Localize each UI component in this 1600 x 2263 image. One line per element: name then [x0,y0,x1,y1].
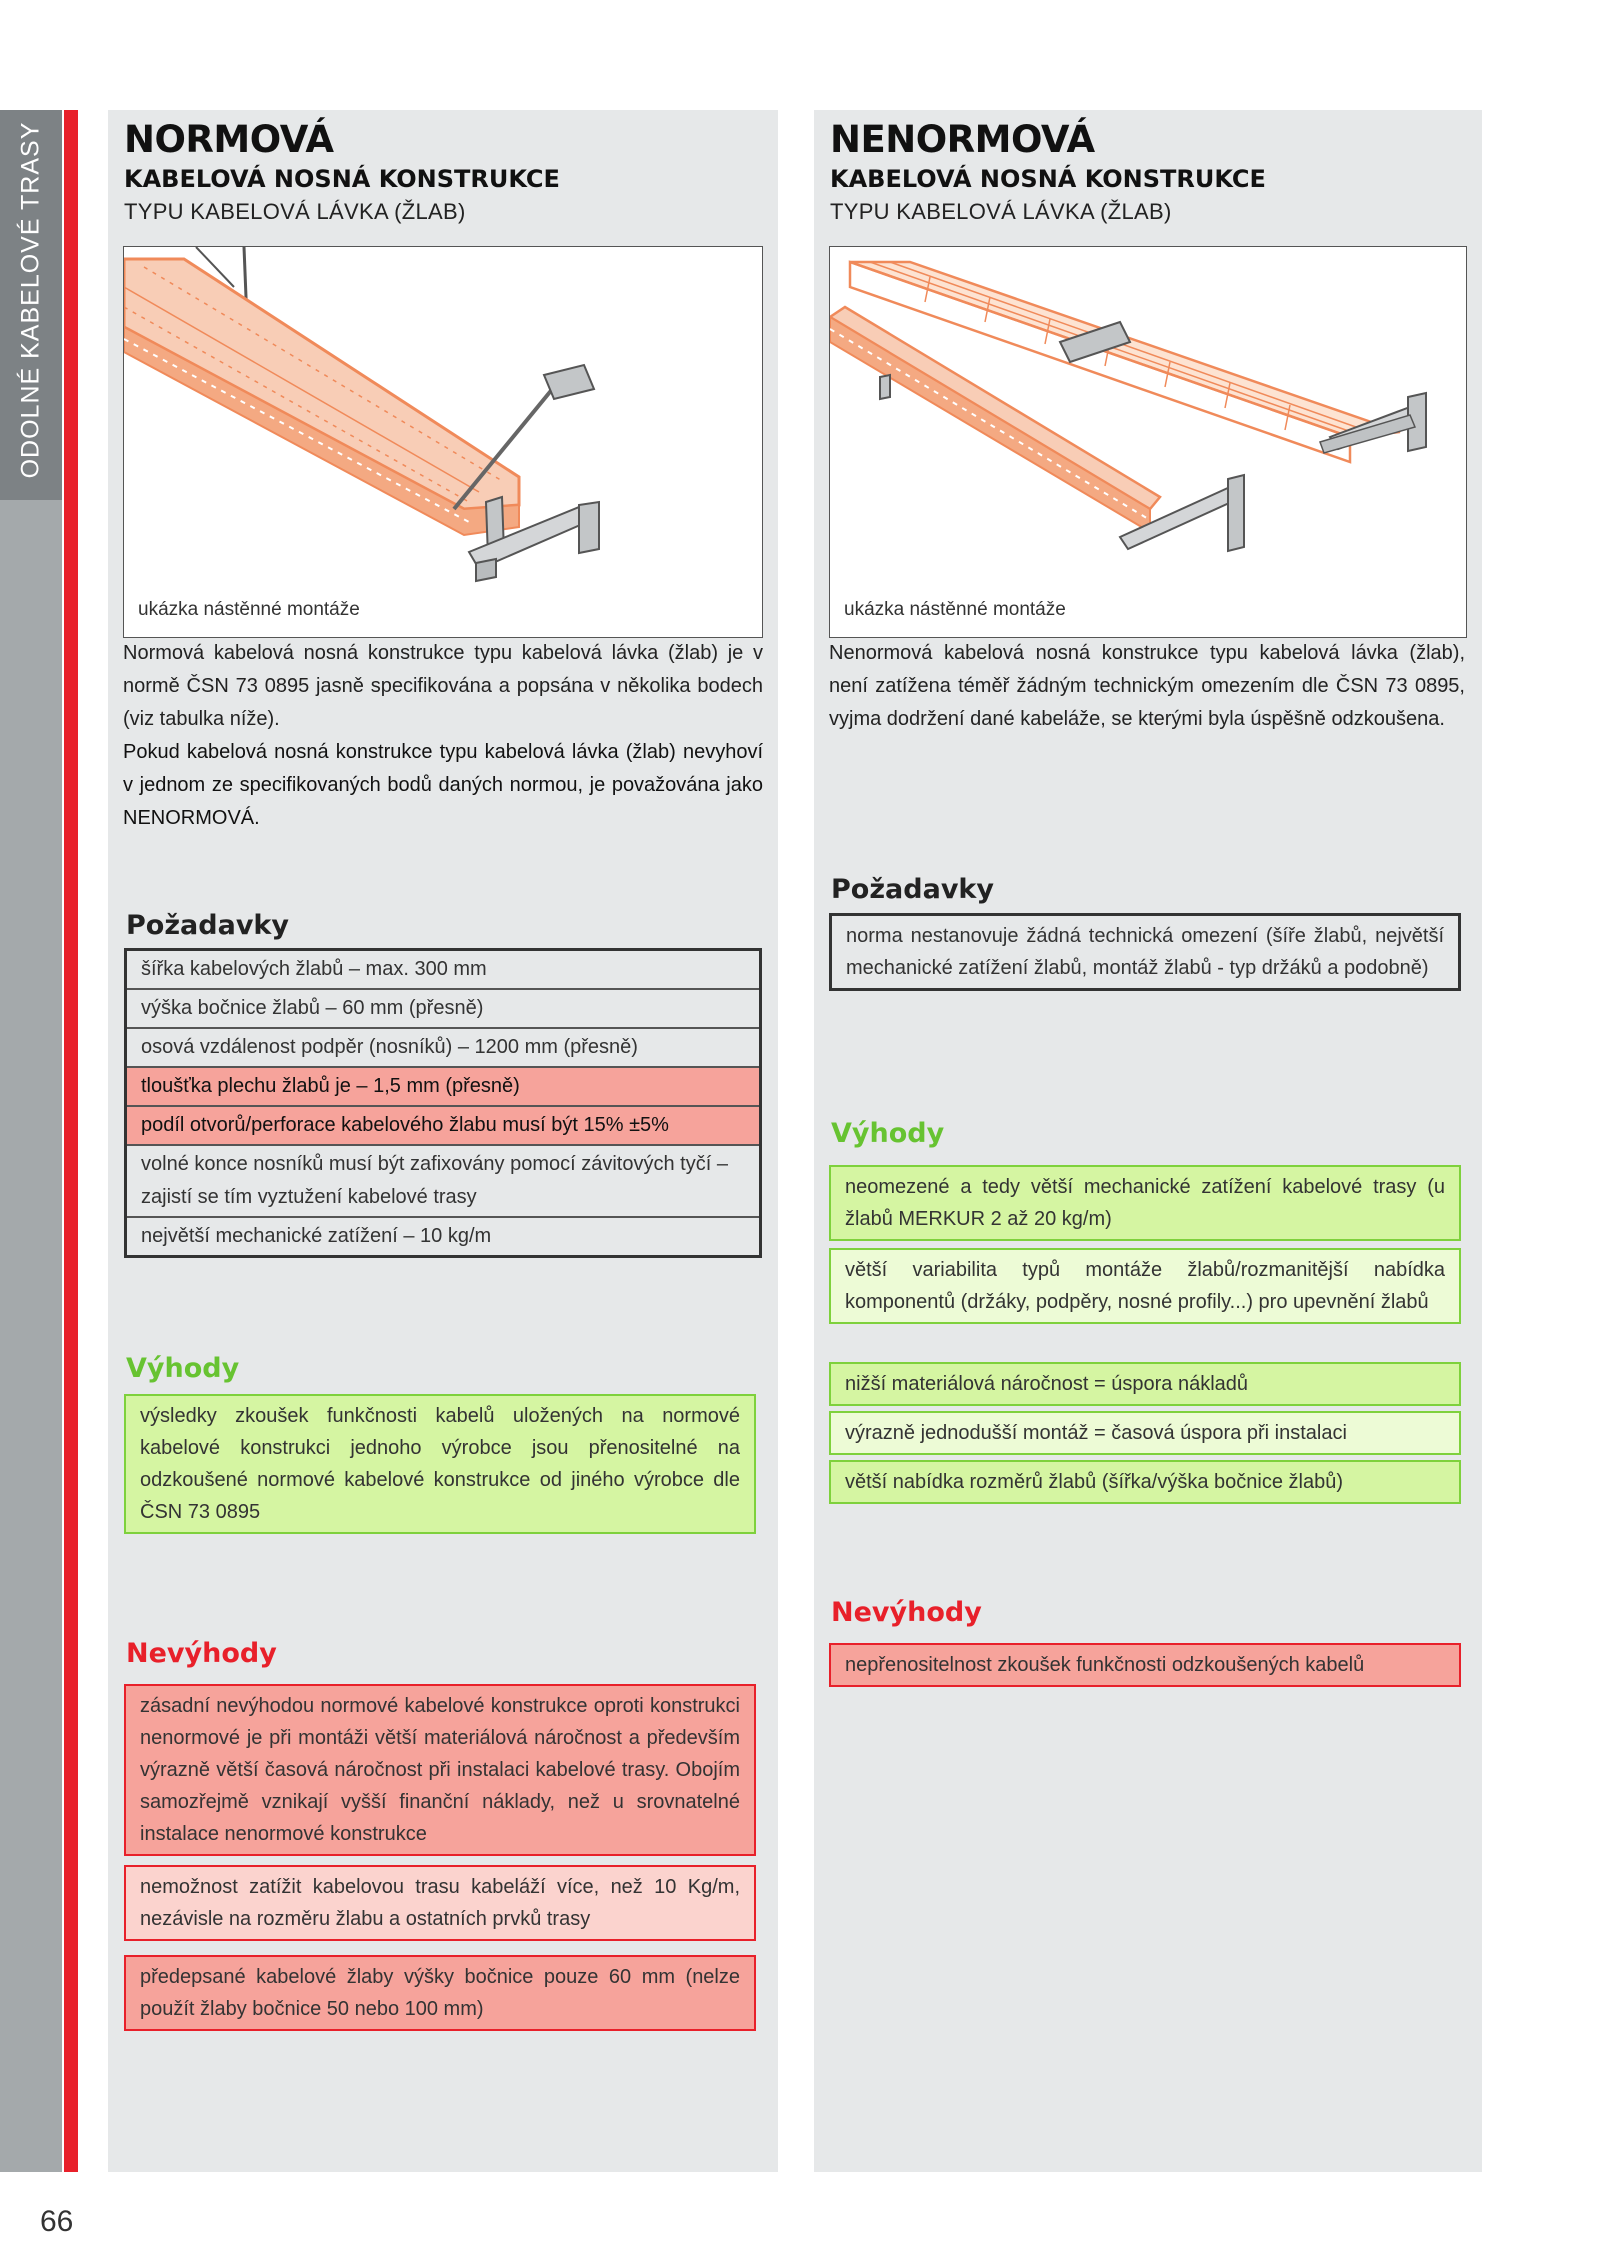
right-advantage-item: výrazně jednodušší montáž = časová úspora při instalaci [829,1411,1461,1455]
left-advantages-heading: Výhody [126,1353,240,1384]
left-disadvantages-heading: Nevýhody [126,1638,277,1669]
left-intro-emphasis: Pokud kabelová nosná konstrukce typu kabelová lávka (žlab) nevyhoví v jednom ze specifikovaných bodů daných normou, je považována jako NENORMOVÁ. [123,741,763,829]
right-advantage-item: větší variabilita typů montáže žlabů/rozmanitější nabídka komponentů (držáky, podpěry, nosné profily...) pro upevnění žlabů [829,1248,1461,1324]
requirement-row: největší mechanické zatížení – 10 kg/m [141,1225,492,1247]
wire-mesh-tray-illustration [830,247,1466,637]
left-intro [123,637,763,835]
requirement-row: výška bočnice žlabů – 60 mm (přesně) [127,990,759,1029]
left-subtitle: KABELOVÁ NOSNÁ KONSTRUKCE [124,165,560,193]
right-disadvantage-item: nepřenositelnost zkoušek funkčnosti odzkoušených kabelů [829,1643,1461,1687]
requirement-row: volné konce nosníků musí být zafixovány pomocí závitových tyčí – zajistí se tím vyztužení kabelové trasy [127,1146,759,1218]
left-advantage-item: výsledky zkoušek funkčnosti kabelů uložených na normové kabelové konstrukci jednoho výrobce jsou přenositelné na odzkoušené normové kabelové konstrukce od jiného výrobce dle ČSN 73 0895 [124,1394,756,1534]
left-disadvantage-item: nemožnost zatížit kabelovou trasu kabeláží více, než 10 Kg/m, nezávisle na rozměru žlabu a ostatních prvků trasy [124,1865,756,1941]
right-advantage-item: neomezené a tedy větší mechanické zatížení kabelové trasy (u žlabů MERKUR 2 až 20 kg/m) [829,1165,1461,1241]
right-type: TYPU KABELOVÁ LÁVKA (ŽLAB) [830,199,1172,224]
left-title: NORMOVÁ [124,118,334,161]
left-image-caption: ukázka nástěnné montáže [138,599,360,620]
perforated-tray-illustration [124,247,762,637]
right-intro [829,637,1465,736]
right-advantages-heading: Výhody [831,1118,945,1149]
right-illustration [829,246,1467,638]
left-illustration [123,246,763,638]
sidebar-label: ODOLNÉ KABELOVÉ TRASY [16,121,45,479]
right-disadvantages-heading: Nevýhody [831,1597,982,1628]
right-subtitle: KABELOVÁ NOSNÁ KONSTRUKCE [830,165,1266,193]
right-advantage-item: větší nabídka rozměrů žlabů (šířka/výška bočnice žlabů) [829,1460,1461,1504]
sidebar-red-stripe [64,110,78,2172]
left-intro-text: Normová kabelová nosná konstrukce typu kabelová lávka (žlab) je v normě ČSN 73 0895 jasně specifikována a popsána v několika bodech (viz tabulka níže). [123,642,763,730]
right-image-caption: ukázka nástěnné montáže [844,599,1066,620]
right-intro-text: Nenormová kabelová nosná konstrukce typu kabelová lávka (žlab), není zatížena téměř žádným technickým omezením dle ČSN 73 0895, vyjma dodržení dané kabeláže, se kterými byla úspěšně odzkoušena. [829,642,1465,730]
page-number: 66 [40,2205,74,2238]
right-requirement-item: norma nestanovuje žádná technická omezení (šíře žlabů, největší mechanické zatížení žlabů, montáž žlabů - typ držáků a podobně) [829,913,1461,991]
requirement-row: osová vzdálenost podpěr (nosníků) – 1200 mm (přesně) [127,1029,759,1068]
left-requirements-heading: Požadavky [126,910,289,941]
requirement-row: šířka kabelových žlabů – max. 300 mm [127,951,759,990]
right-title: NENORMOVÁ [830,118,1095,161]
left-requirements-table [124,948,762,1258]
right-requirements-heading: Požadavky [831,874,994,905]
left-disadvantage-item: zásadní nevýhodou normové kabelové konstrukce oproti konstrukci nenormové je při montáži větší materiálová náročnost a především výrazně větší časová náročnost při instalaci kabelové trasy. Obojím samozřejmě vznikají vyšší finanční náklady, než u srovnatelné instalace nenormové konstrukce [124,1684,756,1856]
requirement-row-highlighted: podíl otvorů/perforace kabelového žlabu musí být 15% ±5% [127,1107,759,1146]
right-advantage-item: nižší materiálová náročnost = úspora nákladů [829,1362,1461,1406]
left-disadvantage-item: předepsané kabelové žlaby výšky bočnice pouze 60 mm (nelze použít žlaby bočnice 50 nebo 100 mm) [124,1955,756,2031]
left-type: TYPU KABELOVÁ LÁVKA (ŽLAB) [124,199,466,224]
requirement-row-highlighted: tloušťka plechu žlabů je – 1,5 mm (přesně) [127,1068,759,1107]
